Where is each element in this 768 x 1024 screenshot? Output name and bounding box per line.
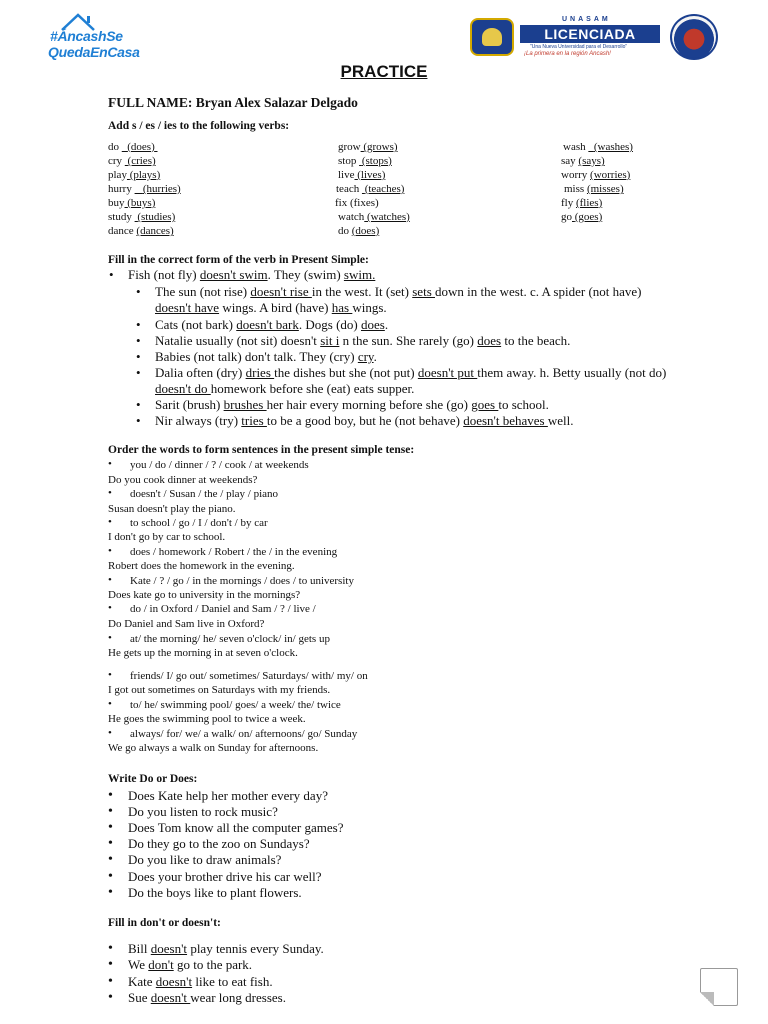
word-order-answer: I don't go by car to school. bbox=[108, 531, 226, 543]
verb-item: go (goes) bbox=[561, 211, 603, 223]
list-item: • Babies (not talk) don't talk. They (cry) cry. bbox=[136, 349, 377, 364]
word-order-prompt: • at/ the morning/ he/ seven o'clock/ in/ gets up bbox=[108, 632, 330, 645]
list-item: • The sun (not rise) doesn't rise in the west. It (set) sets down in the west. c. A spider (not have) bbox=[136, 284, 642, 299]
word-order-prompt: • does / homework / Robert / the / in the evening bbox=[108, 545, 338, 558]
word-order-prompt: • doesn't / Susan / the / play / piano bbox=[108, 487, 279, 500]
list-item: • Does your brother drive his car well? bbox=[108, 869, 322, 884]
word-order-answer: He goes the swimming pool to twice a week. bbox=[108, 713, 306, 725]
word-order-prompt: • to/ he/ swimming pool/ goes/ a week/ the/ twice bbox=[108, 698, 341, 711]
verb-item: stop (stops) bbox=[338, 155, 392, 167]
logo-left-line1: #ÁncashSe bbox=[50, 28, 123, 44]
section5-heading: Fill in don't or doesn't: bbox=[108, 917, 221, 929]
list-item-continuation: doesn't do homework before she (eat) eats supper. bbox=[155, 381, 415, 396]
word-order-answer: Robert does the homework in the evening. bbox=[108, 560, 295, 572]
logo-left-line2: QuedaEnCasa bbox=[48, 44, 140, 60]
verb-item: grow (grows) bbox=[338, 141, 398, 153]
verb-item: do (does) bbox=[108, 141, 155, 153]
logo-right-top: UNASAM bbox=[562, 16, 611, 23]
word-order-prompt: • always/ for/ we/ a walk/ on/ afternoons/ go/ Sunday bbox=[108, 727, 358, 740]
list-item: • Fish (not fly) doesn't swim. They (swim) swim. bbox=[109, 267, 376, 282]
word-order-answer: Susan doesn't play the piano. bbox=[108, 503, 236, 515]
verb-item: do (does) bbox=[338, 225, 380, 237]
list-item: • Natalie usually (not sit) doesn't sit i n the sun. She rarely (go) does to the beach. bbox=[136, 333, 571, 348]
licenciada-banner bbox=[520, 16, 660, 58]
verb-item: live (lives) bbox=[338, 169, 386, 181]
word-order-answer: I got out sometimes on Saturdays with my friends. bbox=[108, 684, 331, 696]
verb-item: study (studies) bbox=[108, 211, 176, 223]
word-order-answer: He gets up the morning in at seven o'clock. bbox=[108, 647, 298, 659]
list-item: • Do they go to the zoo on Sundays? bbox=[108, 836, 310, 851]
word-order-prompt: • to school / go / I / don't / by car bbox=[108, 516, 268, 529]
verb-item: play (plays) bbox=[108, 169, 161, 181]
logo-ancash-se-queda-en-casa bbox=[44, 12, 154, 60]
logo-unasam-licenciada bbox=[470, 14, 725, 60]
word-order-answer: Does kate go to university in the mornings? bbox=[108, 589, 301, 601]
verb-item: fix (fixes) bbox=[335, 197, 379, 209]
section4-heading: Write Do or Does: bbox=[108, 773, 198, 785]
section2-heading: Fill in the correct form of the verb in Present Simple: bbox=[108, 254, 369, 266]
verb-item: hurry (hurries) bbox=[108, 183, 181, 195]
list-item: • Sue doesn't wear long dresses. bbox=[108, 990, 286, 1005]
word-order-prompt: • friends/ I/ go out/ sometimes/ Saturdays/ with/ my/ on bbox=[108, 669, 368, 682]
word-order-prompt: • do / in Oxford / Daniel and Sam / ? / live / bbox=[108, 602, 316, 615]
list-item: • Do you listen to rock music? bbox=[108, 804, 278, 819]
verb-item: worry (worries) bbox=[561, 169, 631, 181]
verb-item: miss (misses) bbox=[564, 183, 624, 195]
verb-item: wash (washes) bbox=[563, 141, 633, 153]
list-item: • Sarit (brush) brushes her hair every morning before she (go) goes to school. bbox=[136, 397, 549, 412]
word-order-answer: Do you cook dinner at weekends? bbox=[108, 474, 258, 486]
list-item: • Nir always (try) tries to be a good boy, but he (not behave) doesn't behaves well. bbox=[136, 413, 574, 428]
list-item: • Do you like to draw animals? bbox=[108, 852, 282, 867]
university-crest-icon bbox=[470, 18, 514, 56]
logo-right-sub1: "Una Nueva Universidad para el Desarrollo" bbox=[530, 44, 628, 50]
verb-item: dance (dances) bbox=[108, 225, 174, 237]
verb-item: fly (flies) bbox=[561, 197, 603, 209]
verb-item: say (says) bbox=[561, 155, 605, 167]
verb-item: teach (teaches) bbox=[336, 183, 405, 195]
faculty-seal-icon bbox=[670, 14, 718, 60]
verb-item: watch (watches) bbox=[338, 211, 410, 223]
verb-item: buy (buys) bbox=[108, 197, 156, 209]
list-item: • Bill doesn't play tennis every Sunday. bbox=[108, 941, 324, 956]
list-item: • Cats (not bark) doesn't bark. Dogs (do) does. bbox=[136, 317, 389, 332]
list-item: • Do the boys like to plant flowers. bbox=[108, 885, 302, 900]
verb-item: cry (cries) bbox=[108, 155, 156, 167]
word-order-prompt: • Kate / ? / go / in the mornings / does / to university bbox=[108, 574, 354, 587]
page-curl-icon[interactable] bbox=[700, 968, 738, 1006]
page-title: PRACTICE bbox=[340, 62, 428, 81]
list-item: • We don't go to the park. bbox=[108, 957, 253, 972]
list-item: • Does Tom know all the computer games? bbox=[108, 820, 344, 835]
list-item-continuation: doesn't have wings. A bird (have) has wings. bbox=[155, 300, 387, 315]
section1-heading: Add s / es / ies to the following verbs: bbox=[108, 120, 290, 132]
word-order-prompt: • you / do / dinner / ? / cook / at weekends bbox=[108, 458, 309, 471]
logo-right-main: LICENCIADA bbox=[520, 25, 660, 43]
logo-right-sub2: ¡La primera en la región Ancash! bbox=[524, 51, 611, 57]
list-item: • Does Kate help her mother every day? bbox=[108, 788, 328, 803]
word-order-answer: Do Daniel and Sam live in Oxford? bbox=[108, 618, 265, 630]
word-order-answer: We go always a walk on Sunday for afternoons. bbox=[108, 742, 319, 754]
list-item: • Kate doesn't like to eat fish. bbox=[108, 974, 273, 989]
full-name: FULL NAME: Bryan Alex Salazar Delgado bbox=[108, 95, 358, 110]
section3-heading: Order the words to form sentences in the present simple tense: bbox=[108, 444, 415, 456]
list-item: • Dalia often (dry) dries the dishes but she (not put) doesn't put them away. h. Betty usually (not do) bbox=[136, 365, 667, 380]
